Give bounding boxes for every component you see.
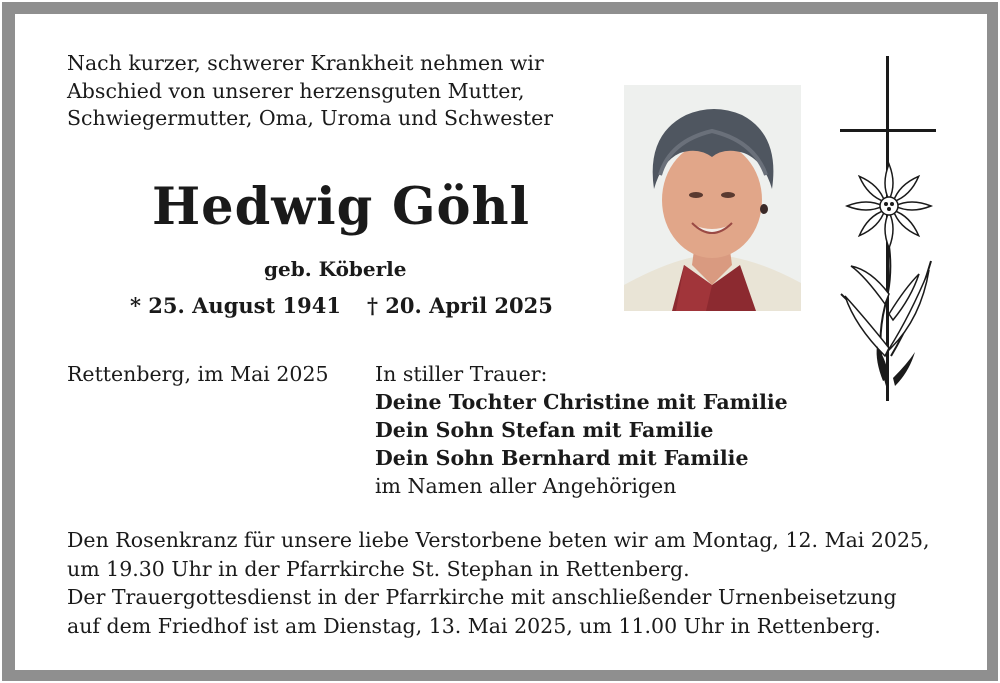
service-line: Der Trauergottesdienst in der Pfarrkirche mit anschließender Urnenbeisetzung: [67, 585, 897, 609]
cross-graphic: [835, 56, 945, 401]
intro-text: [67, 50, 553, 133]
birth-date: * 25. August 1941: [130, 293, 341, 318]
service-line: um 19.30 Uhr in der Pfarrkirche St. Stephan in Rettenberg.: [67, 556, 690, 581]
notice-body: [15, 14, 987, 670]
notice-frame: [2, 2, 998, 681]
portrait-photo: [624, 85, 801, 311]
service-line: Den Rosenkranz für unsere liebe Verstorbene beten wir am Montag, 12. Mai 2025,: [67, 528, 930, 552]
death-date: † 20. April 2025: [366, 293, 553, 318]
maiden-name: geb. Köberle: [264, 257, 407, 281]
deceased-name: Hedwig Göhl: [152, 177, 531, 237]
service-line: auf dem Friedhof ist am Dienstag, 13. Mai 2025, um 11.00 Uhr in Rettenberg.: [67, 613, 881, 638]
family-line: Deine Tochter Christine mit Familie: [375, 390, 788, 414]
cross-with-edelweiss-icon: [835, 56, 945, 401]
intro-line: Nach kurzer, schwerer Krankheit nehmen wir: [67, 51, 544, 75]
mourners-block: [375, 360, 788, 500]
service-info: [67, 526, 930, 640]
place-date: Rettenberg, im Mai 2025: [67, 362, 329, 386]
life-dates: [130, 292, 553, 320]
mourning-outro: im Namen aller Angehörigen: [375, 474, 677, 498]
intro-line: Abschied von unserer herzensguten Mutter,: [67, 78, 525, 103]
portrait-illustration: [624, 85, 801, 311]
family-line: Dein Sohn Bernhard mit Familie: [375, 446, 749, 470]
intro-line: Schwiegermutter, Oma, Uroma und Schwester: [67, 106, 554, 130]
family-line: Dein Sohn Stefan mit Familie: [375, 418, 714, 442]
mourning-intro: In stiller Trauer:: [375, 362, 548, 386]
